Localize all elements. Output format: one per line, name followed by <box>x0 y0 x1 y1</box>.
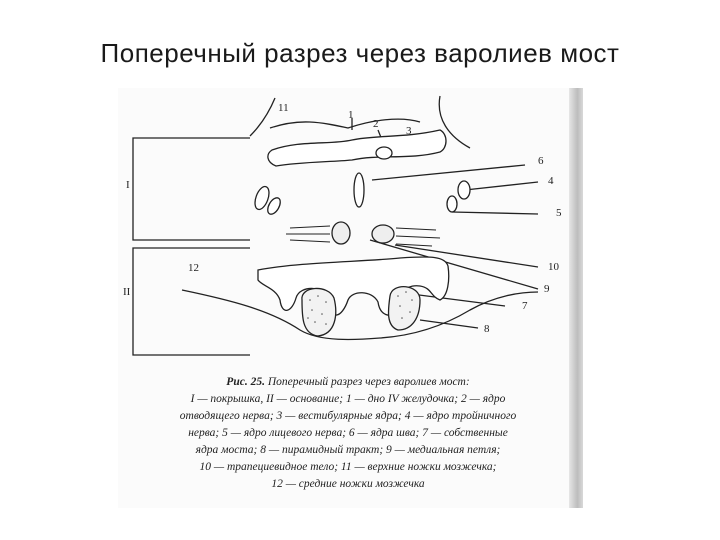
pyramidal-tract-left <box>302 288 336 336</box>
caption-heading <box>128 376 568 388</box>
label-10: 10 <box>548 261 559 273</box>
caption-figure-title: Поперечный разрез через варолиев мост: <box>267 376 470 388</box>
trapezoid-body-left <box>332 222 350 244</box>
caption-line: ядра моста; 8 — пирамидный тракт; 9 — медиальная петля; <box>195 444 501 456</box>
facial-nucleus-right <box>447 196 457 212</box>
cerebellar-peduncle-outline-left <box>250 98 275 136</box>
label-7: 7 <box>522 300 528 312</box>
ventricle-floor-band <box>268 130 446 166</box>
pyramidal-tract-right <box>388 287 420 330</box>
caption-line: 10 — трапециевидное тело; 11 — верхние ножки мозжечка; <box>199 461 497 473</box>
abducens-nucleus <box>376 147 392 159</box>
caption-line: 12 — средние ножки мозжечка <box>271 478 425 490</box>
caption-line: отводящего нерва; 3 — вестибулярные ядра; 4 — ядро тройничного <box>179 410 517 422</box>
label-1: 1 <box>348 109 354 121</box>
caption-line: I — покрышка, II — основание; 1 — дно IV желудочка; 2 — ядро <box>190 393 506 405</box>
medial-lemniscus <box>286 226 440 246</box>
label-9: 9 <box>544 283 550 295</box>
caption-figure-number: Рис. 25. <box>226 376 265 388</box>
label-part-II: II <box>123 286 131 298</box>
label-6: 6 <box>538 155 544 167</box>
label-part-I: I <box>126 179 130 191</box>
label-3: 3 <box>406 125 412 137</box>
trapezoid-body-right <box>372 225 394 243</box>
label-5: 5 <box>556 207 562 219</box>
caption-line: нерва; 5 — ядро лицевого нерва; 6 — ядра шва; 7 — собственные <box>188 427 508 439</box>
raphe-nucleus <box>354 173 364 207</box>
trigeminal-nucleus-right <box>458 181 470 199</box>
label-12: 12 <box>188 262 199 274</box>
ventricle-floor <box>270 119 420 128</box>
label-8: 8 <box>484 323 490 335</box>
label-4: 4 <box>548 175 554 187</box>
label-2: 2 <box>373 118 379 130</box>
label-11: 11 <box>278 102 289 114</box>
bracket-I <box>133 138 250 240</box>
slide-title: Поперечный разрез через варолиев мост <box>100 38 620 68</box>
